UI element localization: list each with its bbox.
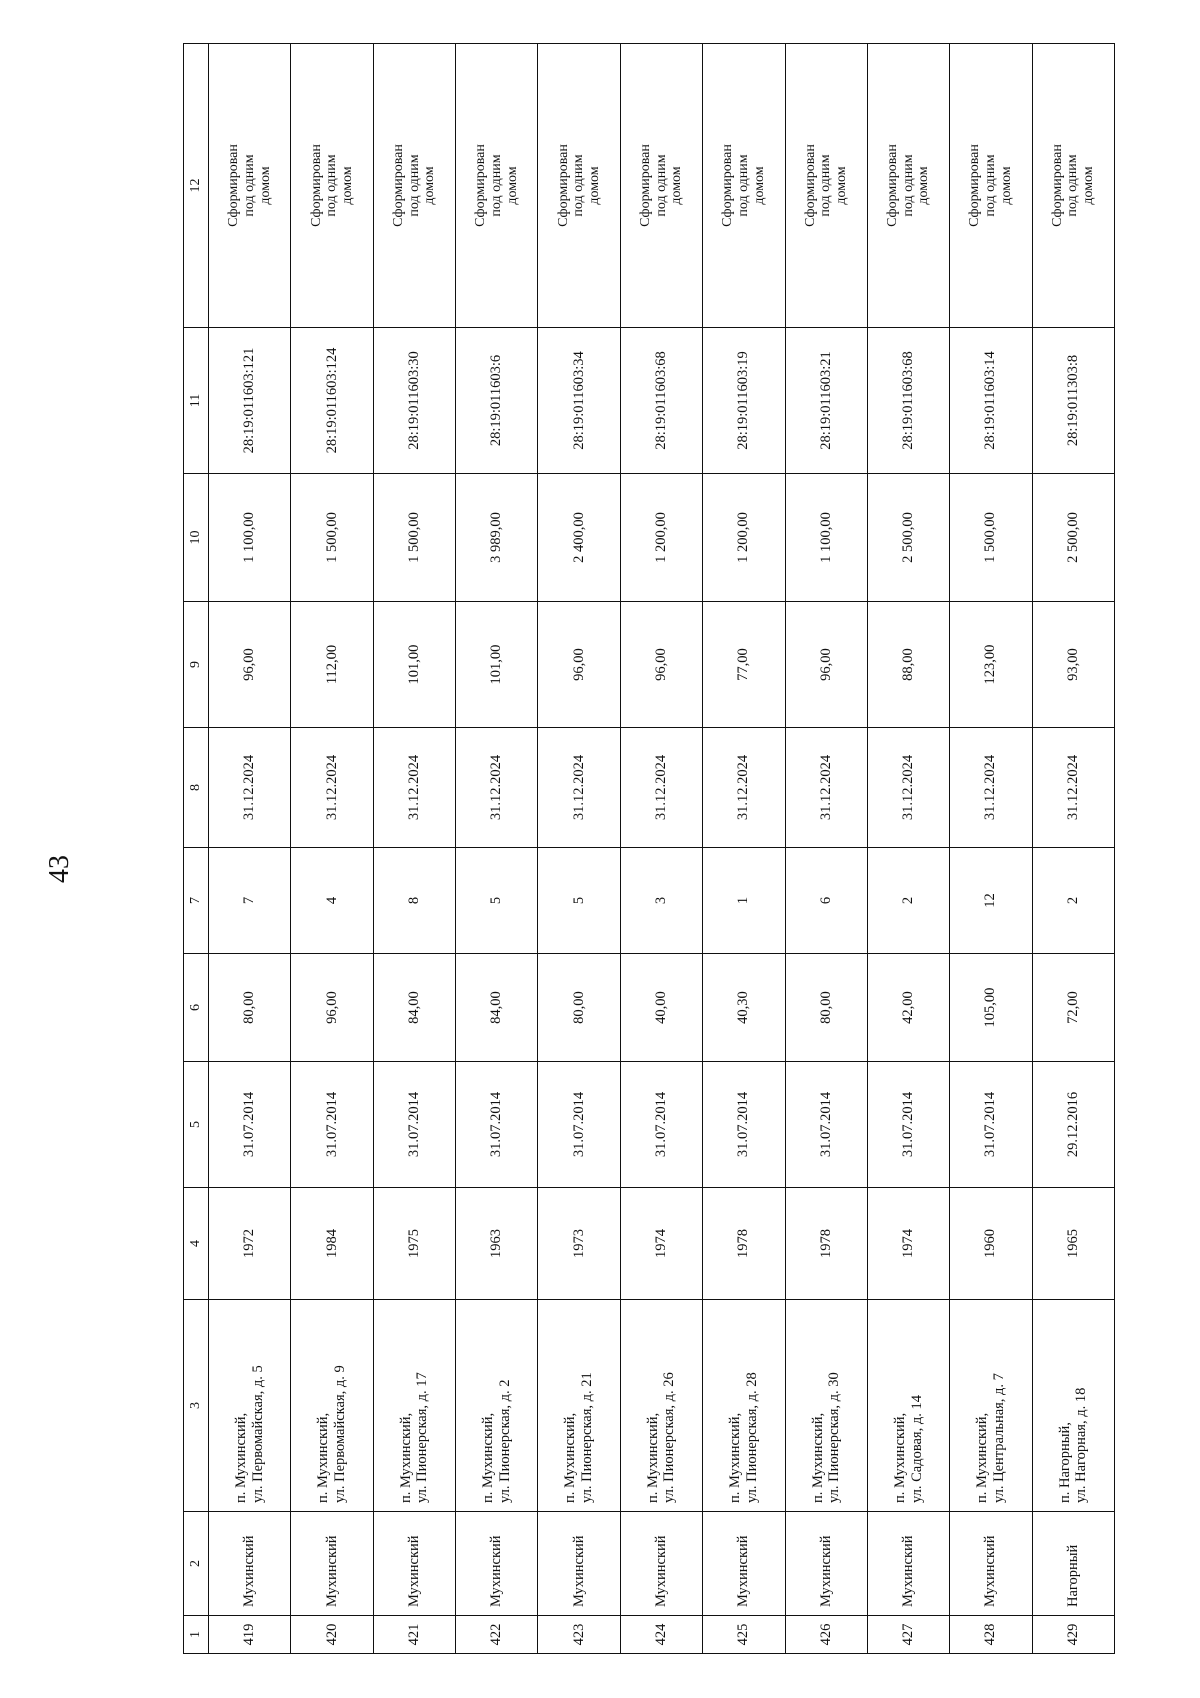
year-cell: 1984	[291, 1188, 373, 1300]
count-cell: 4	[291, 848, 373, 954]
deadline-cell: 31.12.2024	[703, 728, 785, 848]
area-cell: 80,00	[209, 954, 291, 1062]
area-cell: 40,00	[620, 954, 702, 1062]
status-cell	[867, 44, 949, 328]
status-cell-line: под одним	[818, 154, 834, 217]
count-cell: 6	[785, 848, 867, 954]
row-number-cell: 424	[620, 1616, 702, 1654]
status-cell-line: под одним	[900, 154, 916, 217]
status-cell-line: Сформирован	[226, 144, 242, 227]
land-area-cell: 1 200,00	[620, 474, 702, 602]
status-cell-line: домом	[916, 166, 932, 205]
address-cell-line: п. Мухинский,	[727, 1412, 744, 1503]
page-number: 43	[44, 855, 75, 883]
address-cell-line: ул. Нагорная, д. 18	[1073, 1387, 1090, 1503]
date-cell: 31.07.2014	[291, 1062, 373, 1188]
column-header: 9	[184, 602, 209, 728]
area2-cell: 96,00	[620, 602, 702, 728]
deadline-cell: 31.12.2024	[1032, 728, 1114, 848]
table-row	[785, 44, 867, 1654]
status-cell-line: домом	[998, 166, 1014, 205]
address-cell	[867, 1300, 949, 1512]
settlement-cell: Мухинский	[373, 1512, 455, 1616]
address-cell	[703, 1300, 785, 1512]
status-cell-line: Сформирован	[390, 144, 406, 227]
status-cell-line: под одним	[736, 154, 751, 217]
status-cell	[209, 44, 291, 328]
year-cell: 1963	[456, 1188, 538, 1300]
area2-cell: 93,00	[1032, 602, 1114, 728]
status-cell-line: домом	[257, 166, 273, 205]
count-cell: 2	[1032, 848, 1114, 954]
date-cell: 31.07.2014	[538, 1062, 620, 1188]
area2-cell: 88,00	[867, 602, 949, 728]
column-header: 10	[184, 474, 209, 602]
table-row	[291, 44, 373, 1654]
year-cell: 1975	[373, 1188, 455, 1300]
land-area-cell: 1 500,00	[950, 474, 1032, 602]
date-cell: 31.07.2014	[456, 1062, 538, 1188]
address-cell-line: п. Мухинский,	[644, 1412, 661, 1503]
status-cell-line: под одним	[1065, 154, 1081, 217]
year-cell: 1974	[867, 1188, 949, 1300]
land-area-cell: 3 989,00	[456, 474, 538, 602]
deadline-cell: 31.12.2024	[291, 728, 373, 848]
area2-cell: 112,00	[291, 602, 373, 728]
row-number-cell: 420	[291, 1616, 373, 1654]
year-cell: 1973	[538, 1188, 620, 1300]
table-row	[867, 44, 949, 1654]
status-cell-line: Сформирован	[637, 144, 653, 227]
area2-cell: 96,00	[538, 602, 620, 728]
status-cell-line: под одним	[983, 154, 999, 217]
status-cell-line: Сформирован	[802, 144, 818, 227]
land-area-cell: 2 400,00	[538, 474, 620, 602]
address-cell-line: п. Мухинский,	[562, 1412, 579, 1503]
status-cell-line: Сформирован	[1049, 144, 1065, 227]
table-body	[209, 44, 1115, 1654]
settlement-cell: Мухинский	[209, 1512, 291, 1616]
address-cell	[373, 1300, 455, 1512]
settlement-cell: Мухинский	[785, 1512, 867, 1616]
address-cell	[785, 1300, 867, 1512]
status-cell	[456, 44, 538, 328]
date-cell: 31.07.2014	[785, 1062, 867, 1188]
address-cell-line: п. Мухинский,	[974, 1412, 991, 1503]
deadline-cell: 31.12.2024	[867, 728, 949, 848]
deadline-cell: 31.12.2024	[950, 728, 1032, 848]
cadastral-cell: 28:19:011603:34	[538, 328, 620, 474]
deadline-cell: 31.12.2024	[209, 728, 291, 848]
area2-cell: 123,00	[950, 602, 1032, 728]
status-cell-line: домом	[586, 166, 602, 205]
row-number-cell: 423	[538, 1616, 620, 1654]
year-cell: 1978	[703, 1188, 785, 1300]
table-row	[209, 44, 291, 1654]
count-cell: 12	[950, 848, 1032, 954]
deadline-cell: 31.12.2024	[785, 728, 867, 848]
column-header: 5	[184, 1062, 209, 1188]
address-cell-line: п. Мухинский,	[891, 1412, 908, 1503]
address-cell-line: п. Нагорный,	[1056, 1422, 1073, 1503]
count-cell: 5	[456, 848, 538, 954]
address-cell-line: п. Мухинский,	[809, 1412, 826, 1503]
row-number-cell: 425	[703, 1616, 785, 1654]
area-cell: 80,00	[785, 954, 867, 1062]
address-cell-line: п. Мухинский,	[233, 1412, 249, 1503]
status-cell-line: Сформирован	[473, 144, 489, 227]
cadastral-cell: 28:19:011603:121	[209, 328, 291, 474]
table-row	[950, 44, 1032, 1654]
status-cell-line: Сформирован	[720, 144, 736, 227]
date-cell: 31.07.2014	[620, 1062, 702, 1188]
column-header: 8	[184, 728, 209, 848]
cadastral-cell: 28:19:011303:8	[1032, 328, 1114, 474]
row-number-cell: 422	[456, 1616, 538, 1654]
cadastral-cell: 28:19:011603:19	[703, 328, 785, 474]
date-cell: 31.07.2014	[373, 1062, 455, 1188]
row-number-cell: 427	[867, 1616, 949, 1654]
settlement-cell: Мухинский	[703, 1512, 785, 1616]
date-cell: 31.07.2014	[950, 1062, 1032, 1188]
area-cell: 40,30	[703, 954, 785, 1062]
address-cell-line: ул. Пионерская, д. 26	[661, 1372, 678, 1503]
housing-table	[183, 43, 1115, 1654]
column-header: 6	[184, 954, 209, 1062]
address-cell-line: п. Мухинский,	[397, 1412, 414, 1503]
settlement-cell: Мухинский	[456, 1512, 538, 1616]
column-header: 11	[184, 328, 209, 474]
status-cell-line: под одним	[571, 154, 587, 217]
area2-cell: 101,00	[373, 602, 455, 728]
deadline-cell: 31.12.2024	[620, 728, 702, 848]
area2-cell: 77,00	[703, 602, 785, 728]
table-row	[1032, 44, 1114, 1654]
column-header: 3	[184, 1300, 209, 1512]
land-area-cell: 1 200,00	[703, 474, 785, 602]
status-cell-line: под одним	[488, 154, 504, 217]
count-cell: 3	[620, 848, 702, 954]
deadline-cell: 31.12.2024	[538, 728, 620, 848]
address-cell-line: ул. Садовая, д. 14	[908, 1395, 925, 1503]
address-cell-line: ул. Пионерская, д. 21	[579, 1372, 596, 1503]
status-cell-line: Сформирован	[967, 144, 983, 227]
status-cell	[703, 44, 785, 328]
count-cell: 7	[209, 848, 291, 954]
address-cell	[291, 1300, 373, 1512]
date-cell: 31.07.2014	[209, 1062, 291, 1188]
status-cell	[373, 44, 455, 328]
land-area-cell: 2 500,00	[1032, 474, 1114, 602]
header-row	[184, 44, 209, 1654]
status-cell-line: домом	[422, 166, 438, 205]
address-cell	[950, 1300, 1032, 1512]
count-cell: 8	[373, 848, 455, 954]
year-cell: 1960	[950, 1188, 1032, 1300]
land-area-cell: 1 500,00	[291, 474, 373, 602]
row-number-cell: 429	[1032, 1616, 1114, 1654]
year-cell: 1972	[209, 1188, 291, 1300]
address-cell-line: ул. Первомайская, д. 5	[249, 1365, 266, 1503]
row-number-cell: 421	[373, 1616, 455, 1654]
cadastral-cell: 28:19:011603:68	[620, 328, 702, 474]
deadline-cell: 31.12.2024	[456, 728, 538, 848]
status-cell-line: под одним	[324, 154, 340, 217]
count-cell: 5	[538, 848, 620, 954]
status-cell	[785, 44, 867, 328]
area-cell: 42,00	[867, 954, 949, 1062]
count-cell: 2	[867, 848, 949, 954]
address-cell-line: ул. Первомайская, д. 9	[332, 1365, 349, 1503]
land-area-cell: 2 500,00	[867, 474, 949, 602]
column-header: 12	[184, 44, 209, 328]
column-header: 2	[184, 1512, 209, 1616]
column-header: 7	[184, 848, 209, 954]
settlement-cell: Мухинский	[620, 1512, 702, 1616]
area-cell: 80,00	[538, 954, 620, 1062]
status-cell-line: домом	[669, 166, 685, 205]
status-cell-line: под одним	[653, 154, 669, 217]
address-cell	[209, 1300, 291, 1512]
table-row	[538, 44, 620, 1654]
address-cell-line: ул. Пионерская, д. 17	[414, 1372, 431, 1503]
address-cell	[538, 1300, 620, 1512]
land-area-cell: 1 500,00	[373, 474, 455, 602]
deadline-cell: 31.12.2024	[373, 728, 455, 848]
address-cell-line: ул. Пионерская, д. 28	[743, 1372, 760, 1503]
status-cell-line: домом	[751, 166, 767, 205]
row-number-cell: 419	[209, 1616, 291, 1654]
status-cell-line: домом	[834, 166, 850, 205]
status-cell-line: Сформирован	[308, 144, 324, 227]
settlement-cell: Мухинский	[291, 1512, 373, 1616]
address-cell-line: ул. Пионерская, д. 2	[496, 1379, 513, 1503]
status-cell	[950, 44, 1032, 328]
status-cell-line: домом	[339, 166, 355, 205]
settlement-cell: Мухинский	[538, 1512, 620, 1616]
status-cell-line: Сформирован	[555, 144, 571, 227]
settlement-cell: Мухинский	[950, 1512, 1032, 1616]
settlement-cell: Мухинский	[867, 1512, 949, 1616]
area-cell: 96,00	[291, 954, 373, 1062]
row-number-cell: 428	[950, 1616, 1032, 1654]
area-cell: 72,00	[1032, 954, 1114, 1062]
area2-cell: 96,00	[209, 602, 291, 728]
table-row	[703, 44, 785, 1654]
cadastral-cell: 28:19:011603:68	[867, 328, 949, 474]
area-cell: 105,00	[950, 954, 1032, 1062]
table-row	[456, 44, 538, 1654]
area2-cell: 96,00	[785, 602, 867, 728]
count-cell: 1	[703, 848, 785, 954]
column-header: 4	[184, 1188, 209, 1300]
year-cell: 1978	[785, 1188, 867, 1300]
table-row	[620, 44, 702, 1654]
address-cell	[456, 1300, 538, 1512]
column-header: 1	[184, 1616, 209, 1654]
status-cell	[1032, 44, 1114, 328]
cadastral-cell: 28:19:011603:124	[291, 328, 373, 474]
table-container	[183, 44, 1115, 1654]
row-number-cell: 426	[785, 1616, 867, 1654]
status-cell	[538, 44, 620, 328]
date-cell: 31.07.2014	[867, 1062, 949, 1188]
area2-cell: 101,00	[456, 602, 538, 728]
land-area-cell: 1 100,00	[785, 474, 867, 602]
cadastral-cell: 28:19:011603:6	[456, 328, 538, 474]
status-cell-line: домом	[504, 166, 520, 205]
status-cell-line: домом	[1081, 166, 1097, 205]
year-cell: 1974	[620, 1188, 702, 1300]
cadastral-cell: 28:19:011603:14	[950, 328, 1032, 474]
address-cell-line: п. Мухинский,	[315, 1412, 332, 1503]
address-cell-line: п. Мухинский,	[480, 1412, 497, 1503]
address-cell	[1032, 1300, 1114, 1512]
cadastral-cell: 28:19:011603:30	[373, 328, 455, 474]
status-cell	[291, 44, 373, 328]
address-cell	[620, 1300, 702, 1512]
table-row	[373, 44, 455, 1654]
date-cell: 31.07.2014	[703, 1062, 785, 1188]
address-cell-line: ул. Пионерская, д. 30	[826, 1372, 843, 1503]
status-cell	[620, 44, 702, 328]
date-cell: 29.12.2016	[1032, 1062, 1114, 1188]
status-cell-line: Сформирован	[885, 144, 901, 227]
settlement-cell: Нагорный	[1032, 1512, 1114, 1616]
status-cell-line: под одним	[241, 154, 257, 217]
area-cell: 84,00	[373, 954, 455, 1062]
status-cell-line: под одним	[406, 154, 422, 217]
land-area-cell: 1 100,00	[209, 474, 291, 602]
cadastral-cell: 28:19:011603:21	[785, 328, 867, 474]
year-cell: 1965	[1032, 1188, 1114, 1300]
address-cell-line: ул. Центральная, д. 7	[990, 1373, 1007, 1503]
area-cell: 84,00	[456, 954, 538, 1062]
